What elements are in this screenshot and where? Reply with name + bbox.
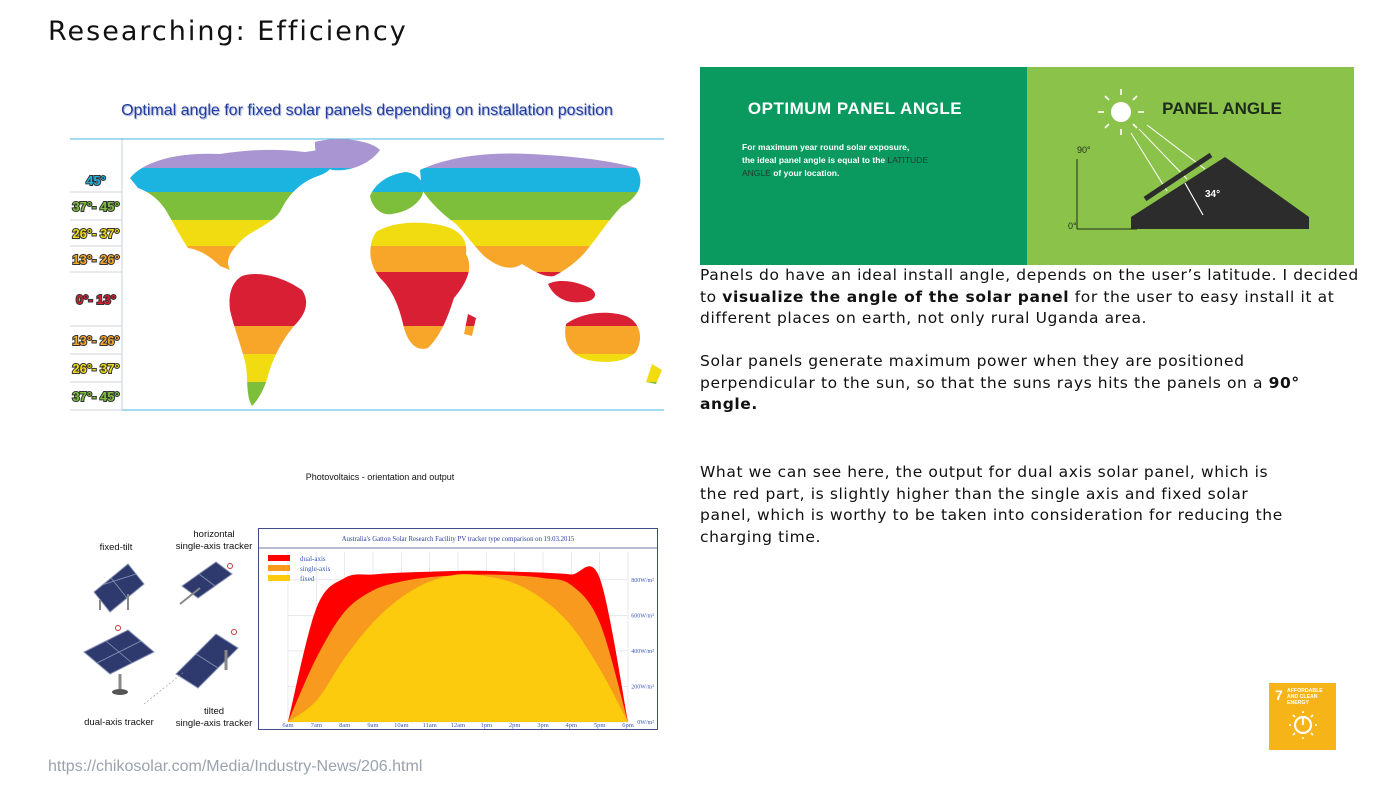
latitude-label-3: 26°- 37° (72, 226, 120, 241)
power-sun-icon (1289, 711, 1317, 739)
paragraph-install-angle (700, 265, 1360, 330)
label-dual-axis: dual-axis tracker (84, 717, 154, 728)
latitude-band-3 (70, 220, 664, 246)
x-tick-label: 6am (282, 722, 294, 729)
optimum-angle-panel (700, 67, 1027, 265)
panel-angle-infographic (700, 67, 1354, 265)
world-map-figure (70, 98, 664, 414)
p1-text-c: for the user to easy install it at different places on earth, not only rural Uganda area. (700, 287, 1335, 327)
p1-text-a: Panels do have an ideal install angle, depends on the user’s latitude. I decided to (700, 266, 1359, 306)
angle-34-label: 34° (1205, 189, 1221, 200)
legend-label-single-axis: single-axis (300, 565, 331, 573)
sun-icon (1098, 89, 1144, 135)
latitude-band-1 (70, 168, 664, 192)
y-tick-label: 800W/m² (631, 577, 654, 584)
latitude-band-0 (70, 138, 664, 168)
latitude-band-7 (70, 354, 664, 382)
label-horizontal-line1: horizontal (193, 529, 235, 540)
x-tick-label: 3pm (537, 722, 549, 729)
dual-axis-tracker-image (84, 626, 154, 696)
latitude-band-5 (70, 272, 664, 326)
x-tick-label: 1pm (480, 722, 493, 729)
x-tick-label: 6pm (622, 722, 634, 729)
label-90-degrees: 90° (1077, 145, 1091, 155)
x-tick-label: 5pm (593, 722, 606, 729)
world-map (70, 138, 664, 414)
optimum-angle-heading: OPTIMUM PANEL ANGLE (747, 99, 963, 118)
paragraph-output-comparison: What we can see here, the output for dual axis solar panel, which is the red part, is slightly higher than the single axis and fixed solar panel, which is worthy to be taken into consideration for reducing the charging time. (700, 463, 1283, 546)
legend-swatch-fixed (268, 575, 290, 581)
latitude-label-6: 13°- 26° (72, 333, 120, 348)
panel-angle-heading: PANEL ANGLE (1162, 99, 1282, 118)
sdg-label: AFFORDABLE AND CLEAN ENERGY (1287, 688, 1323, 706)
fixed-tilt-panel-image (94, 564, 144, 612)
latitude-label-5: 0°- 13° (75, 292, 117, 307)
latitude-band-2 (70, 192, 664, 220)
latitude-highlight: LATITUDE (887, 155, 928, 165)
chart-title: Australia's Gatton Solar Research Facility PV tracker type comparison on 19.03.2015 (341, 536, 575, 543)
horizontal-tracker-image (180, 562, 233, 604)
angle-highlight: ANGLE (742, 168, 771, 178)
p1-bold: visualize the angle of the solar panel (722, 287, 1070, 306)
p2-text-a: Solar panels generate maximum power when they are positioned perpendicular to the sun, so that the suns rays hits the panels on a (700, 352, 1269, 392)
legend-label-fixed: fixed (300, 575, 315, 583)
latitude-label-2: 37°- 45° (72, 199, 120, 214)
x-tick-label: 9am (367, 722, 379, 729)
panel-angle-diagram (1027, 67, 1354, 265)
latitude-label-8: 37°- 45° (72, 389, 120, 404)
optimum-text-line3: of your location. (773, 168, 840, 178)
label-tilted-line1: tilted (203, 706, 225, 717)
optimum-angle-text (742, 141, 992, 180)
pv-figure-title: Photovoltaics - orientation and output (305, 472, 455, 482)
tracker-types-illustration (70, 524, 260, 738)
x-tick-label: 2pm (508, 722, 521, 729)
source-link[interactable]: https://chikosolar.com/Media/Industry-News/206.html (48, 758, 423, 775)
sdg-7-badge (1269, 683, 1336, 750)
label-0-degrees: 0° (1068, 221, 1077, 231)
x-tick-label: 10am (394, 722, 409, 729)
p2-bold: 90° angle. (700, 373, 1300, 413)
x-tick-label: 4pm (565, 722, 578, 729)
x-tick-label: 12am (450, 722, 466, 729)
paragraph-perpendicular (700, 351, 1360, 416)
x-tick-label: 7am (310, 722, 322, 729)
legend-label-dual-axis: dual-axis (300, 555, 326, 563)
latitude-band-4 (70, 246, 664, 272)
map-title: Optimal angle for fixed solar panels depending on installation position (121, 102, 613, 119)
y-tick-label: 400W/m² (631, 648, 654, 655)
label-horizontal-line2: single-axis tracker (175, 541, 253, 552)
x-tick-label: 11am (422, 722, 437, 729)
sdg-number: 7 (1275, 687, 1283, 703)
tracker-comparison-chart (258, 528, 658, 730)
x-tick-label: 8am (339, 722, 351, 729)
label-tilted-line2: single-axis tracker (175, 718, 253, 729)
y-tick-label: 200W/m² (631, 684, 654, 691)
latitude-band-8 (70, 382, 664, 410)
label-fixed-tilt: fixed-tilt (99, 542, 133, 553)
y-tick-label: 0W/m² (637, 720, 654, 726)
y-tick-label: 600W/m² (631, 613, 654, 620)
latitude-label-7: 26°- 37° (72, 361, 120, 376)
tilted-tracker-image (144, 630, 238, 705)
legend-swatch-single-axis (268, 565, 290, 571)
latitude-label-1: 45° (86, 173, 106, 188)
legend-swatch-dual-axis (268, 555, 290, 561)
latitude-label-4: 13°- 26° (72, 252, 120, 267)
optimum-text-line2: the ideal panel angle is equal to the (742, 155, 886, 165)
optimum-text-line1: For maximum year round solar exposure, (742, 142, 910, 152)
latitude-band-6 (70, 326, 664, 354)
page-title: Researching: Efficiency (48, 16, 408, 47)
